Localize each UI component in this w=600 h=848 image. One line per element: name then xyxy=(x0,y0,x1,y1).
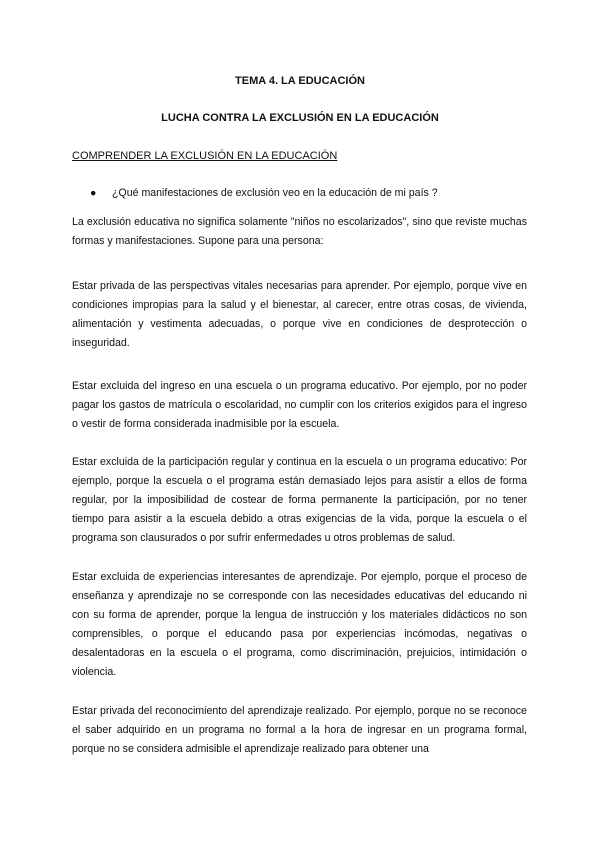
paragraph-reconocimiento: Estar privada del reconocimiento del aprendizaje realizado. Por ejemplo, porque no se reconoce el saber adquirido en un programa no formal a la hora de ingresar en un programa formal, porque no se considera admisible el aprendizaje realizado para obtener una xyxy=(72,705,527,755)
paragraph-perspectivas: Estar privada de las perspectivas vitales necesarias para aprender. Por ejemplo, porque vive en condiciones impropias para la salud y el bienestar, al carecer, entre otras cosas, de vivienda, alimentación y vestimenta adecuadas, o porque vive en condiciones de desprotección o inseguridad. xyxy=(72,280,527,349)
paragraph-experiencias: Estar excluida de experiencias interesantes de aprendizaje. Por ejemplo, porque el proceso de enseñanza y aprendizaje no se corresponde con las necesidades educativas del educando ni con su forma de aprender, porque la lengua de instrucción y los materiales didácticos no son comprensibles, o porque el educando pasa por experiencias incómodas, negativas o desalentadoras en la escuela o el programa, como discriminación, prejuicios, intimidación o violencia. xyxy=(72,571,527,678)
paragraph-participacion: Estar excluida de la participación regular y continua en la escuela o un programa educativo: Por ejemplo, porque la escuela o el programa están demasiado lejos para asistir a ellos de forma regular, por la imposibilidad de costear de forma permanente la participación, por no tener tiempo para asistir a la escuela debido a otras exigencias de la vida, porque la escuela o el programa son clausurados o por sufrir enfermedades u otros problemas de salud. xyxy=(72,456,527,544)
bullet-item xyxy=(90,187,438,199)
paragraph-intro: La exclusión educativa no significa solamente "niños no escolarizados", sino que reviste muchas formas y manifestaciones. Supone para una persona: xyxy=(72,216,527,247)
document-subtitle: LUCHA CONTRA LA EXCLUSIÓN EN LA EDUCACIÓN xyxy=(161,112,439,124)
document-title: TEMA 4. LA EDUCACIÓN xyxy=(235,75,365,87)
bullet-icon: ● xyxy=(90,187,97,199)
bullet-text: ¿Qué manifestaciones de exclusión veo en la educación de mi país ? xyxy=(112,187,438,199)
section-heading: COMPRENDER LA EXCLUSIÓN EN LA EDUCACIÓN xyxy=(72,150,338,162)
paragraph-ingreso: Estar excluida del ingreso en una escuela o un programa educativo. Por ejemplo, por no poder pagar los gastos de matrícula o escolaridad, no cumplir con los criterios exigidos para el ingreso o vestir de forma considerada inadmisible por la escuela. xyxy=(72,380,527,430)
